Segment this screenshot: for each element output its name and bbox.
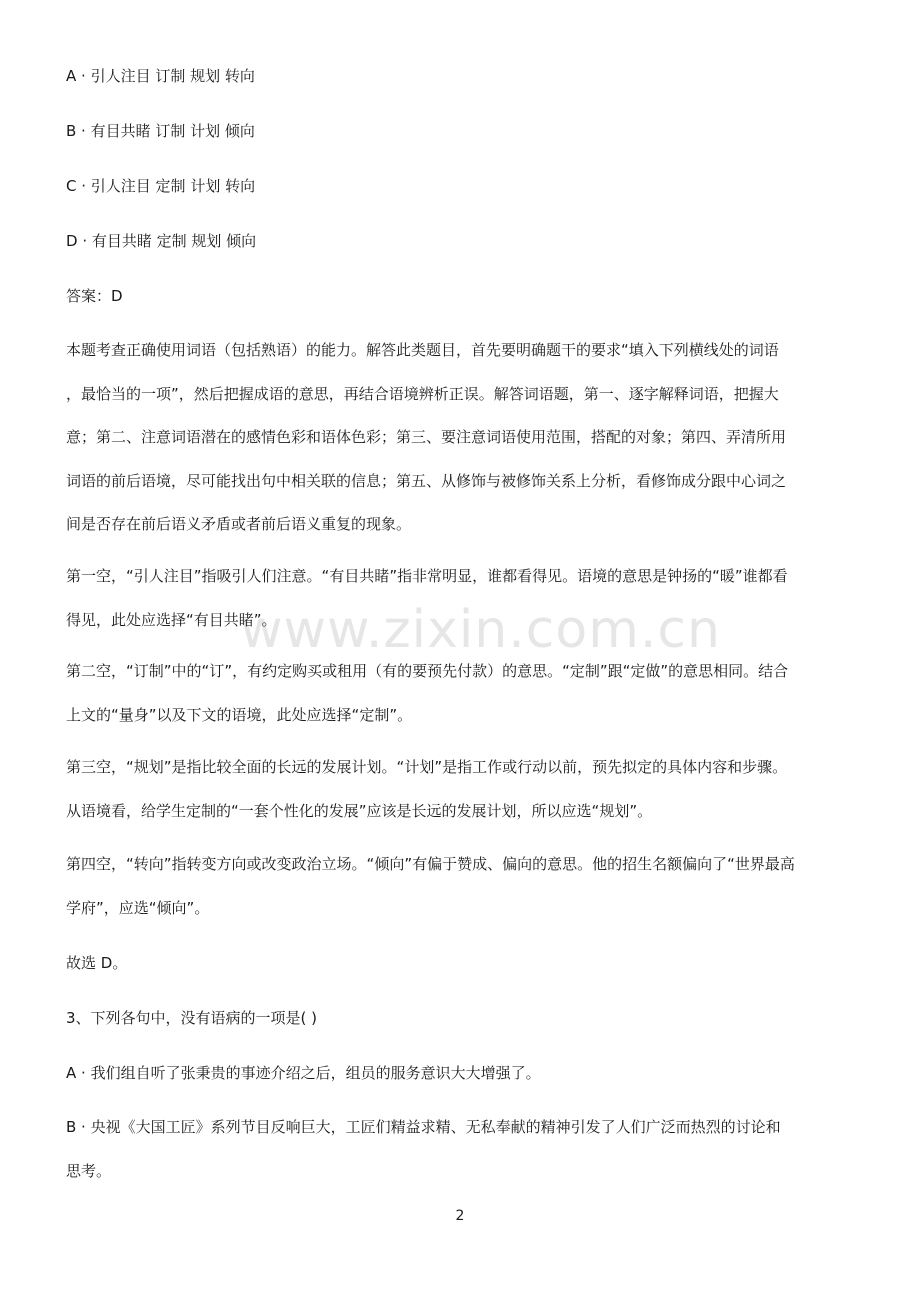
analysis-blank2 (66, 650, 852, 737)
text-line: 从语境看，给学生定制的“一套个性化的发展”应该是长远的发展计划，所以应选“规划”。 (66, 801, 653, 820)
text-line: 得见，此处应选择“有目共睹”。 (66, 610, 277, 629)
option-c: C · 引人注目 定制 计划 转向 (66, 177, 256, 195)
text-line: 第三空，“规划”是指比较全面的长远的发展计划。“计划”是指工作或行动以前，预先拟定的具体内容和步骤。 (66, 758, 788, 776)
text-line: 第一空，“引人注目”指吸引人们注意。“有目共睹”指非常明显，谁都看得见。语境的意思是钟扬的“暖”谁都看 (66, 567, 788, 585)
question3-stem: 3、下列各句中，没有语病的一项是( ) (66, 1009, 318, 1027)
analysis-intro (66, 329, 852, 547)
answer-line: 答案：D (66, 287, 123, 305)
analysis-blank3 (66, 746, 852, 833)
page-number: 2 (455, 1208, 465, 1224)
question3-option-b (66, 1106, 852, 1193)
text-line: ，最恰当的一项”，然后把握成语的意思，再结合语境辨析正误。解答词语题，第一、逐字解释词语，把握大 (66, 384, 779, 403)
text-line: 意；第二、注意词语潜在的感情色彩和语体色彩；第三、要注意词语使用范围，搭配的对象；第四、弄清所用 (66, 428, 787, 447)
text-line: 词语的前后语境，尽可能找出句中相关联的信息；第五、从修饰与被修饰关系上分析，看修饰成分跟中心词之 (66, 471, 787, 490)
option-d: D · 有目共睹 定制 规划 倾向 (66, 232, 257, 250)
text-line: 本题考查正确使用词语（包括熟语）的能力。解答此类题目，首先要明确题干的要求“填入下列横线处的词语 (66, 341, 779, 359)
question3-option-a: A · 我们组自听了张秉贵的事迹介绍之后，组员的服务意识大大增强了。 (66, 1064, 541, 1082)
text-line: 学府”，应选“倾向”。 (66, 898, 210, 917)
analysis-blank4 (66, 843, 852, 930)
watermark: www.zixin.com.cn (240, 600, 721, 660)
analysis-blank1 (66, 555, 852, 642)
option-b: B · 有目共睹 订制 计划 倾向 (66, 122, 255, 140)
text-line: B · 央视《大国工匠》系列节目反响巨大，工匠们精益求精、无私奉献的精神引发了人们广泛而热烈的讨论和 (66, 1118, 781, 1136)
text-line: 间是否存在前后语义矛盾或者前后语义重复的现象。 (66, 515, 412, 534)
text-line: 上文的“量身”以及下文的语境，此处应选择“定制”。 (66, 705, 413, 724)
text-line: 思考。 (66, 1161, 112, 1180)
conclusion: 故选 D。 (66, 954, 128, 972)
option-a: A · 引人注目 订制 规划 转向 (66, 67, 255, 85)
text-line: 第四空，“转向”指转变方向或改变政治立场。“倾向”有偏于赞成、偏向的意思。他的招生名额偏向了“世界最高 (66, 855, 795, 873)
text-line: 第二空，“订制”中的“订”，有约定购买或租用（有的要预先付款）的意思。“定制”跟“定做”的意思相同。结合 (66, 662, 789, 680)
